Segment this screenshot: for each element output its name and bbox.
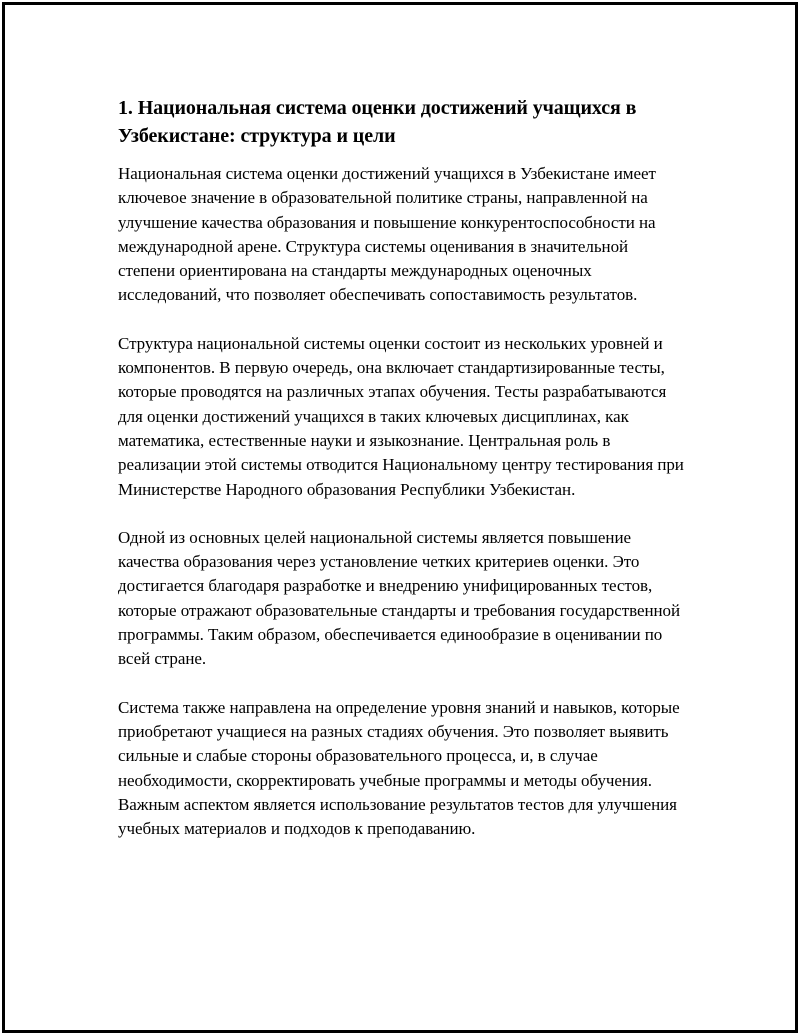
- section-heading: 1. Национальная система оценки достижений учащихся в Узбекистане: структура и цели: [118, 97, 637, 147]
- paragraph-2: Структура национальной системы оценки состоит из нескольких уровней и компонентов. В первую очередь, она включает стандартизированные тесты, которые проводятся на различных этапах обучения. Тесты разрабатываются для оценки достижений учащихся в таких ключевых дисциплинах, как математика, естественные науки и языкознание. Центральная роль в реализации этой системы отводится Национальному центру тестирования при Министерстве Народного образования Республики Узбекистан.: [118, 333, 684, 499]
- paragraph-3: Одной из основных целей национальной системы является повышение качества образования через установление четких критериев оценки. Это достигается благодаря разработке и внедрению унифицированных тестов, которые отражают образовательные стандарты и требования государственной программы. Таким образом, обеспечивается единообразие в оценивании по всей стране.: [118, 527, 681, 669]
- paragraph-4: Система также направлена на определение уровня знаний и навыков, которые приобретают учащиеся на разных стадиях обучения. Это позволяет выявить сильные и слабые стороны образовательного процесса, и, в случае необходимости, скорректировать учебные программы и методы обучения. Важным аспектом является использование результатов тестов для улучшения учебных материалов и подходов к преподаванию.: [118, 697, 680, 839]
- paragraph-1: Национальная система оценки достижений учащихся в Узбекистане имеет ключевое значение в образовательной политике страны, направленной на улучшение качества образования и повышение конкурентоспособности на международной арене. Структура системы оценивания в значительной степени ориентирована на стандарты международных оценочных исследований, что позволяет обеспечивать сопоставимость результатов.: [118, 164, 656, 305]
- document-body: [118, 94, 688, 865]
